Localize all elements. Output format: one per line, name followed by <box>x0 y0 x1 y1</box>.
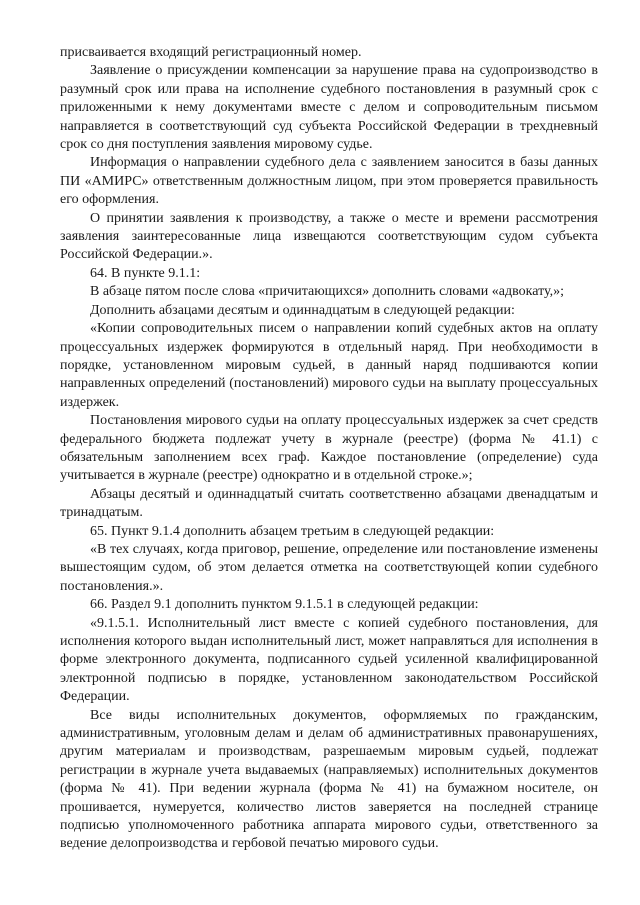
paragraph-amirs-database: Информация о направлении судебного дела с заявлением заносится в базы данных ПИ «АМИРС» ответственным должностным лицом, при этом проверяется правильность его оформления. <box>60 155 598 208</box>
paragraph-item-65: 65. Пункт 9.1.4 дополнить абзацем третьим в следующей редакции: <box>90 523 495 539</box>
paragraph-item-9-1-5-1: «9.1.5.1. Исполнительный лист вместе с копией судебного постановления, для исполнения которого выдан исполнительный лист, может направляться для исполнения в форме электронного документа, подписанного судьей усиленной квалифицированной электронной подписью в порядке, установленном законодательством Российской Федерации. <box>60 615 598 705</box>
paragraph-acceptance-notice: О принятии заявления к производству, а также о месте и времени рассмотрения заявления заинтересованные лица извещаются соответствующим судом субъекта Российской Федерации.». <box>60 210 598 263</box>
document-body <box>60 44 598 854</box>
paragraph-executive-documents: Все виды исполнительных документов, оформляемых по гражданским, административным, уголовным делам и делам об административных правонарушениях, другим материалам и производствам, разрешаемым мировым судьей, подлежат регистрации в журнале учета выдаваемых (направляемых) исполнительных документов (форма № 41). При ведении журнала (форма № 41) на бумажном носителе, он прошивается, нумеруется, количество листов заверяется на последней странице подписью уполномоченного работника аппарата мирового судьи, ответственного за ведение делопроизводства и гербовой печатью мирового судьи. <box>60 707 598 852</box>
paragraph-renumber-abzacs: Абзацы десятый и одиннадцатый считать соответственно абзацами двенадцатым и тринадцатым. <box>60 486 598 521</box>
paragraph-item-66: 66. Раздел 9.1 дополнить пунктом 9.1.5.1 в следующей редакции: <box>90 597 479 613</box>
paragraph-compensation-claim: Заявление о присуждении компенсации за нарушение права на судопроизводство в разумный срок или права на исполнение судебного постановления в разумный срок с приложенными к нему документами вместе с делом и сопроводительным письмом направляется в соответствующий суд субъекта Российской Федерации в трехдневный срок со дня поступления заявления мировому судье. <box>60 63 598 153</box>
paragraph-item-64-add-abzacs: Дополнить абзацами десятым и одиннадцатым в следующей редакции: <box>90 302 515 318</box>
paragraph-item-65-text: «В тех случаях, когда приговор, решение, определение или постановление изменены вышестоящим судом, об этом делается отметка на соответствующей копии судебного постановления.». <box>60 541 598 594</box>
paragraph-item-64-fifth-abzac: В абзаце пятом после слова «причитающихся» дополнить словами «адвокату,»; <box>90 284 564 300</box>
paragraph-item-64: 64. В пункте 9.1.1: <box>90 265 201 281</box>
paragraph-registration-number: присваивается входящий регистрационный номер. <box>60 45 362 60</box>
paragraph-judge-resolutions: Постановления мирового судьи на оплату процессуальных издержек за счет средств федерального бюджета подлежат учету в журнале (реестре) (форма № 41.1) с обязательным заполнением всех граф. Каждое постановление (определение) суда учитывается в журнале (реестре) однократно и в отдельной строке.»; <box>60 413 598 484</box>
paragraph-cover-letters: «Копии сопроводительных писем о направлении копий судебных актов на оплату процессуальных издержек формируются в отдельный наряд. При необходимости в порядке, установленном мировым судьей, в данный наряд подшиваются копии направленных определений (постановлений) мирового судьи на выплату процессуальных издержек. <box>60 321 598 410</box>
